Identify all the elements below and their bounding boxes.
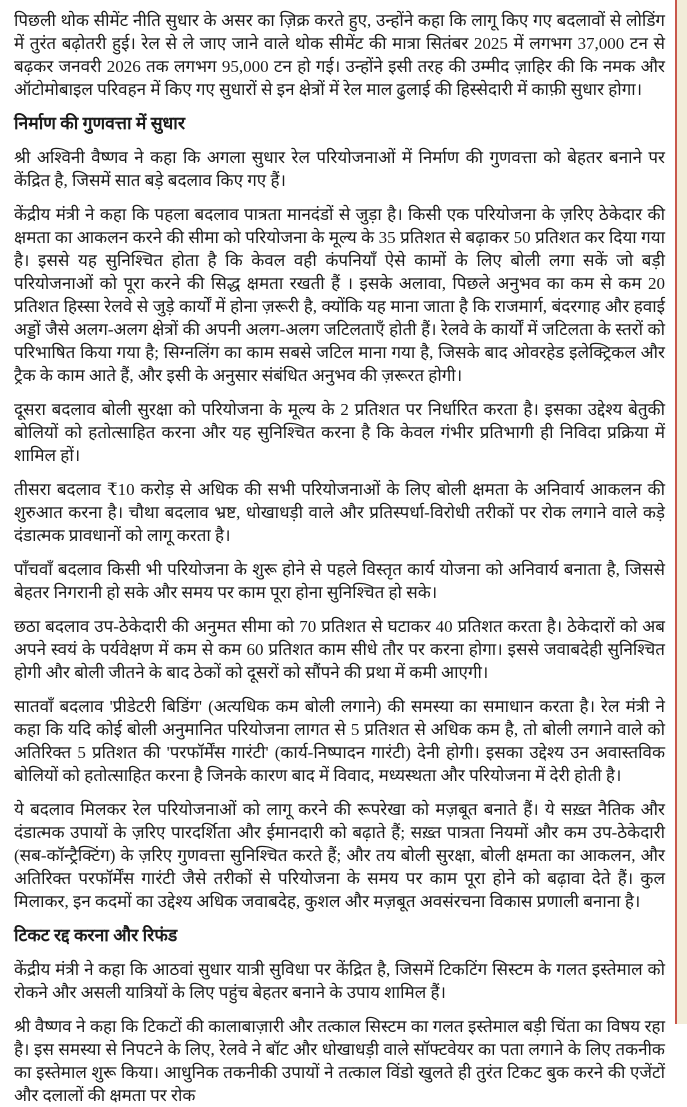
paragraph: दूसरा बदलाव बोली सुरक्षा को परियोजना के मूल्य के 2 प्रतिशत पर निर्धारित करता है। इसका उद्देश्य बेतुकी बोलियों को हतोत्साहित करना और यह सुनिश्चित करना है कि केवल गंभीर प्रतिभागी ही निविदा प्रक्रिया में शामिल हों। bbox=[14, 400, 665, 465]
paragraph: छठा बदलाव उप-ठेकेदारी की अनुमत सीमा को 70 प्रतिशत से घटाकर 40 प्रतिशत करता है। ठेकेदारों को अब अपने स्वयं के पर्यवेक्षण में कम से कम 60 प्रतिशत काम सीधे तौर पर करना होगा। इससे जवाबदेही सुनिश्चित होगी और बोली जीतने के बाद ठेकों को दूसरों को सौंपने की प्रथा में कमी आएगी। bbox=[14, 617, 665, 682]
page-edge-strip bbox=[675, 0, 687, 1024]
paragraph: श्री वैष्णव ने कहा कि टिकटों की कालाबाज़ारी और तत्काल सिस्टम का गलत इस्तेमाल बड़ी चिंता का विषय रहा है। इस समस्या से निपटने के लिए, रेलवे ने बॉट और धोखाधड़ी वाले सॉफ्टवेयर का पता लगाने के लिए तकनीक का इस्तेमाल शुरू किया। आधुनिक तकनीकी उपायों ने तत्काल विंडो खुलते ही तुरंत टिकट बुक करने की एजेंटों और दलालों की क्षमता पर रोक bbox=[14, 1017, 665, 1105]
section-heading: टिकट रद्द करना और रिफंड bbox=[14, 925, 178, 945]
paragraph: तीसरा बदलाव ₹10 करोड़ से अधिक की सभी परियोजनाओं के लिए बोली क्षमता के अनिवार्य आकलन की शुरुआत करना है। चौथा बदलाव भ्रष्ट, धोखाधड़ी वाले और प्रतिस्पर्धा-विरोधी तरीकों पर रोक लगाने वाले कड़े दंडात्मक प्रावधानों को लागू करता है। bbox=[14, 480, 665, 545]
paragraph: श्री अश्विनी वैष्णव ने कहा कि अगला सुधार रेल परियोजनाओं में निर्माण की गुणवत्ता को बेहतर बनाने पर केंद्रित है, जिसमें सात बड़े बदलाव किए गए हैं। bbox=[14, 148, 665, 190]
paragraph: सातवाँ बदलाव 'प्रीडेटरी बिडिंग' (अत्यधिक कम बोली लगाने) की समस्या का समाधान करता है। रेल मंत्री ने कहा कि यदि कोई बोली अनुमानित परियोजना लागत से 5 प्रतिशत से अधिक कम है, तो बोली लगाने वाले को अतिरिक्त 5 प्रतिशत की 'परफॉर्मेंस गारंटी' (कार्य-निष्पादन गारंटी) देनी होगी। इसका उद्देश्य उन अवास्तविक बोलियों को हतोत्साहित करना है जिनके कारण बाद में विवाद, मध्यस्थता और परियोजना में देरी होती है। bbox=[14, 697, 665, 785]
paragraph: पाँचवाँ बदलाव किसी भी परियोजना के शुरू होने से पहले विस्तृत कार्य योजना को अनिवार्य बनाता है, जिससे बेहतर निगरानी हो सके और समय पर काम पूरा होना सुनिश्चित हो सके। bbox=[14, 560, 665, 602]
paragraph: केंद्रीय मंत्री ने कहा कि आठवां सुधार यात्री सुविधा पर केंद्रित है, जिसमें टिकटिंग सिस्टम के गलत इस्तेमाल को रोकने और असली यात्रियों के लिए पहुंच बेहतर बनाने के उपाय शामिल हैं। bbox=[14, 960, 665, 1002]
paragraph: केंद्रीय मंत्री ने कहा कि पहला बदलाव पात्रता मानदंडों से जुड़ा है। किसी एक परियोजना के ज़रिए ठेकेदार की क्षमता का आकलन करने की सीमा को परियोजना के मूल्य के 35 प्रतिशत से बढ़ाकर 50 प्रतिशत कर दिया गया है। इससे यह सुनिश्चित होता है कि केवल वही कंपनियाँ ऐसे कामों के लिए बोली लगा सकें जो बड़ी परियोजनाओं को पूरा करने की सिद्ध क्षमता रखती हैं । इसके अलावा, पिछले अनुभव का कम से कम 20 प्रतिशत हिस्सा रेलवे से जुड़े कार्यों में होना ज़रूरी है, क्योंकि यह माना जाता है कि राजमार्ग, बंदरगाह और हवाई अड्डों जैसे अलग-अलग क्षेत्रों की अपनी अलग-अलग जटिलताएँ होती हैं। रेलवे के कार्यों में जटिलता के स्तरों को परिभाषित किया गया है; सिग्नलिंग का काम सबसे जटिल माना गया है, जिसके बाद ओवरहेड इलेक्ट्रिकल और ट्रैक के काम आते हैं, और इसी के अनुसार संबंधित अनुभव की ज़रूरत होगी। bbox=[14, 205, 665, 385]
paragraph: पिछली थोक सीमेंट नीति सुधार के असर का ज़िक्र करते हुए, उन्होंने कहा कि लागू किए गए बदलावों से लोडिंग में तुरंत बढ़ोतरी हुई। रेल से ले जाए जाने वाले थोक सीमेंट की मात्रा सितंबर 2025 में लगभग 37,000 टन से बढ़कर जनवरी 2026 तक लगभग 95,000 टन हो गई। उन्होंने इसी तरह की उम्मीद ज़ाहिर की कि नमक और ऑटोमोबाइल परिवहन में किए गए सुधारों से इन क्षेत्रों में रेल माल ढुलाई की हिस्सेदारी में काफ़ी सुधार होगा। bbox=[14, 11, 665, 99]
paragraph: ये बदलाव मिलकर रेल परियोजनाओं को लागू करने की रूपरेखा को मज़बूत बनाते हैं। ये सख़्त नैतिक और दंडात्मक उपायों के ज़रिए पारदर्शिता और ईमानदारी को बढ़ाते हैं; सख़्त पात्रता नियमों और कम उप-ठेकेदारी (सब-कॉन्ट्रैक्टिंग) के ज़रिए गुणवत्ता सुनिश्चित करते हैं; और तय बोली सुरक्षा, बोली क्षमता का आकलन, और अतिरिक्त परफॉर्मेंस गारंटी जैसे तरीकों से परियोजना के समय पर काम पूरा होने को बढ़ावा देते हैं। कुल मिलाकर, इन कदमों का उद्देश्य अधिक जवाबदेह, कुशल और मज़बूत अवसंरचना विकास प्रणाली बनाना है। bbox=[14, 800, 665, 911]
section-heading: निर्माण की गुणवत्ता में सुधार bbox=[14, 113, 185, 133]
